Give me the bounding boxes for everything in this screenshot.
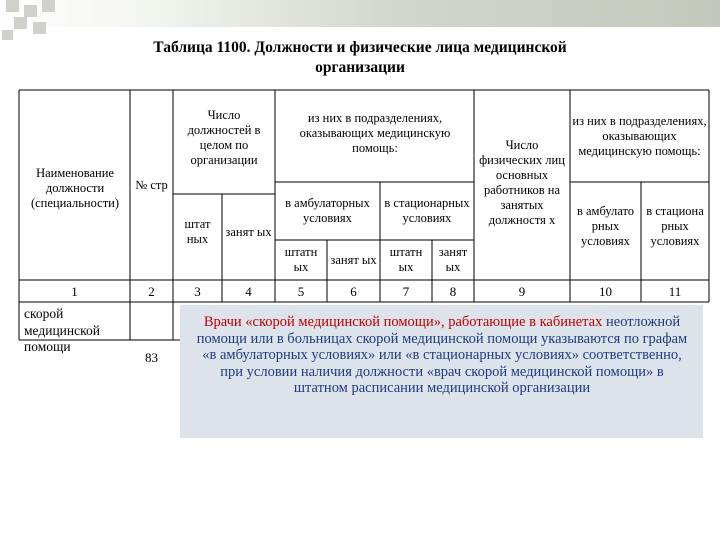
header-occupied-outpatient: занят ых <box>330 252 377 267</box>
decor-square <box>6 0 19 12</box>
column-number: 1 <box>71 284 78 299</box>
note-box <box>180 305 703 438</box>
header-staff-inpatient: штатн ых <box>389 245 423 274</box>
decor-square <box>24 5 37 17</box>
column-number: 8 <box>449 284 457 299</box>
decor-square <box>14 17 27 29</box>
header-subdivisions: из них в подразделениях, оказывающих медицинскую помощь: <box>299 110 451 155</box>
column-number: 3 <box>194 284 201 299</box>
note-text <box>192 314 692 397</box>
title-line-1: Таблица 1100. Должности и физические лица медицинской <box>153 39 567 56</box>
header-physical-persons: Число физических лиц основных работников на занятых должностя х <box>479 138 565 227</box>
column-number: 7 <box>402 284 410 299</box>
note-line-1: Врачи «скорой медицинской помощи», работающие в кабинетах <box>203 314 603 330</box>
header-name: Наименование должности (специальности) <box>30 165 120 210</box>
page-title <box>40 38 680 78</box>
header-positions-total: Число должностей в целом по организации <box>187 107 261 167</box>
title-line-2: организации <box>315 59 405 76</box>
header-row-number: № стр <box>135 177 168 192</box>
top-decor-band <box>0 0 720 27</box>
header-staff-outpatient: штатн ых <box>284 245 318 274</box>
header-occupied: занят ых <box>225 224 272 239</box>
header-outpatient-persons: в амбулато рных условиях <box>576 203 635 248</box>
column-number: 6 <box>350 284 357 299</box>
column-number: 11 <box>668 284 682 299</box>
column-number: 10 <box>599 284 612 299</box>
row-name: скорой медицинской помощи <box>24 306 100 355</box>
decor-square <box>2 30 13 40</box>
column-number: 4 <box>245 284 252 299</box>
header-staff: штат ных <box>184 217 211 246</box>
row-number: 83 <box>145 350 158 365</box>
decor-square <box>42 0 55 12</box>
note-body: неотложной помощи или в больницах скорой медицинской помощи указываются по графам «в амбулаторных условиях» или «в стационарных условиях» соответственно, при условии наличия должности «врач скорой медицинской помощи» в штатном расписании медицинской организации <box>196 314 688 397</box>
column-number: 5 <box>297 284 305 299</box>
header-inpatient: в стационарных условиях <box>384 196 470 225</box>
decor-square <box>33 22 46 34</box>
header-outpatient: в амбулаторных условиях <box>285 196 370 225</box>
header-inpatient-persons: в стациона рных условиях <box>646 203 704 248</box>
column-number: 2 <box>148 284 155 299</box>
column-number: 9 <box>518 284 526 299</box>
header-occupied-inpatient: занят ых <box>438 245 468 274</box>
header-persons-subdivisions: из них в подразделениях, оказывающих медицинскую помощь: <box>572 114 707 158</box>
